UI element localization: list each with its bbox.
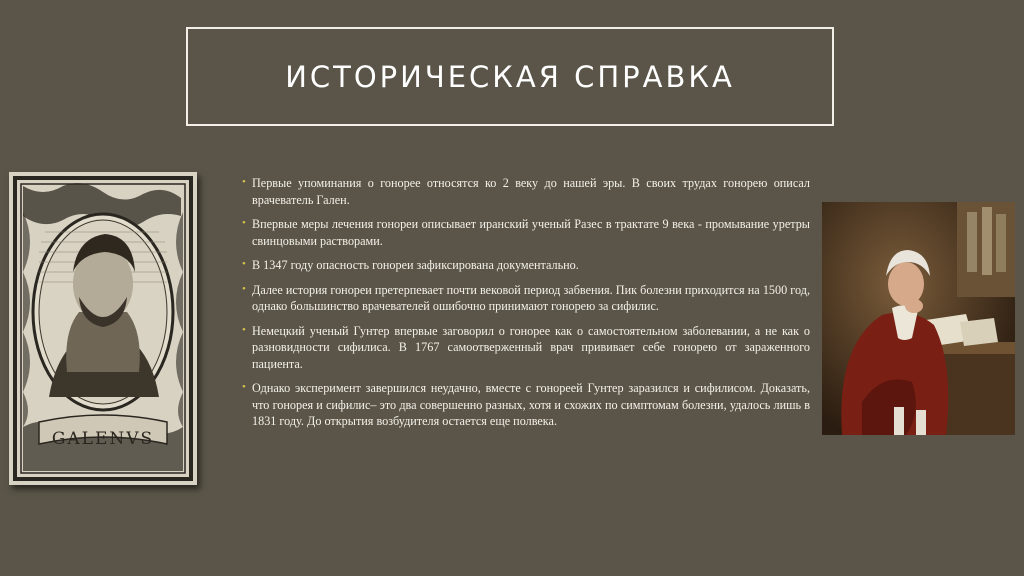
bullet-dot-icon: • xyxy=(242,323,246,336)
galen-engraving-image xyxy=(9,172,197,485)
bullet-item xyxy=(242,380,810,430)
hunter-painting-svg xyxy=(822,202,1015,435)
title-box xyxy=(186,27,834,126)
bullet-dot-icon: • xyxy=(242,381,246,393)
bullet-text: Далее история гонореи претерпевает почти вековой период забвения. Пик болезни приходится на 1500 год, однако большинство врачевателей ошибочно принимают гонорею за сифилис. xyxy=(252,282,810,313)
bullet-dot-icon: • xyxy=(242,258,246,270)
bullet-list xyxy=(242,175,810,438)
bullet-text: Однако эксперимент завершился неудачно, вместе с гонореей Гунтер заразился и сифилисом. Доказать, что гонорея и сифилис– это два совершенно разных, хотя и схожих по симптомам болезни, удалось лишь в 1831 году. До открытия возбудителя остается еще полвека. xyxy=(252,381,810,428)
bullet-text: В 1347 году опасность гонореи зафиксирована документально. xyxy=(252,258,579,272)
bullet-item xyxy=(242,216,810,249)
galen-engraving-svg xyxy=(9,172,197,485)
bullet-text: Впервые меры лечения гонореи описывает иранский ученый Разес в трактате 9 века - промывание уретры свинцовыми растворами. xyxy=(252,217,810,248)
bullet-dot-icon: • xyxy=(242,217,246,229)
galen-caption: GALENVS xyxy=(51,429,155,449)
bullet-text: Немецкий ученый Гунтер впервые заговорил о гонорее как о самостоятельном заболевании, а не как о разновидности сифилиса. В 1767 самоотверженный врач прививает себе гонорею от зараженного пациента. xyxy=(252,323,810,371)
bullet-item xyxy=(242,282,810,315)
bullet-text: Первые упоминания о гонорее относятся ко 2 веку до нашей эры. В своих трудах гонорею описал врачеватель Гален. xyxy=(252,176,810,207)
slide-title: ИСТОРИЧЕСКАЯ СПРАВКА xyxy=(285,59,735,94)
bullet-dot-icon: • xyxy=(242,282,246,295)
bullet-item xyxy=(242,257,810,274)
bullet-item xyxy=(242,323,810,373)
hunter-painting-image xyxy=(822,202,1015,435)
bullet-item xyxy=(242,175,810,208)
bullet-dot-icon: • xyxy=(242,176,246,188)
